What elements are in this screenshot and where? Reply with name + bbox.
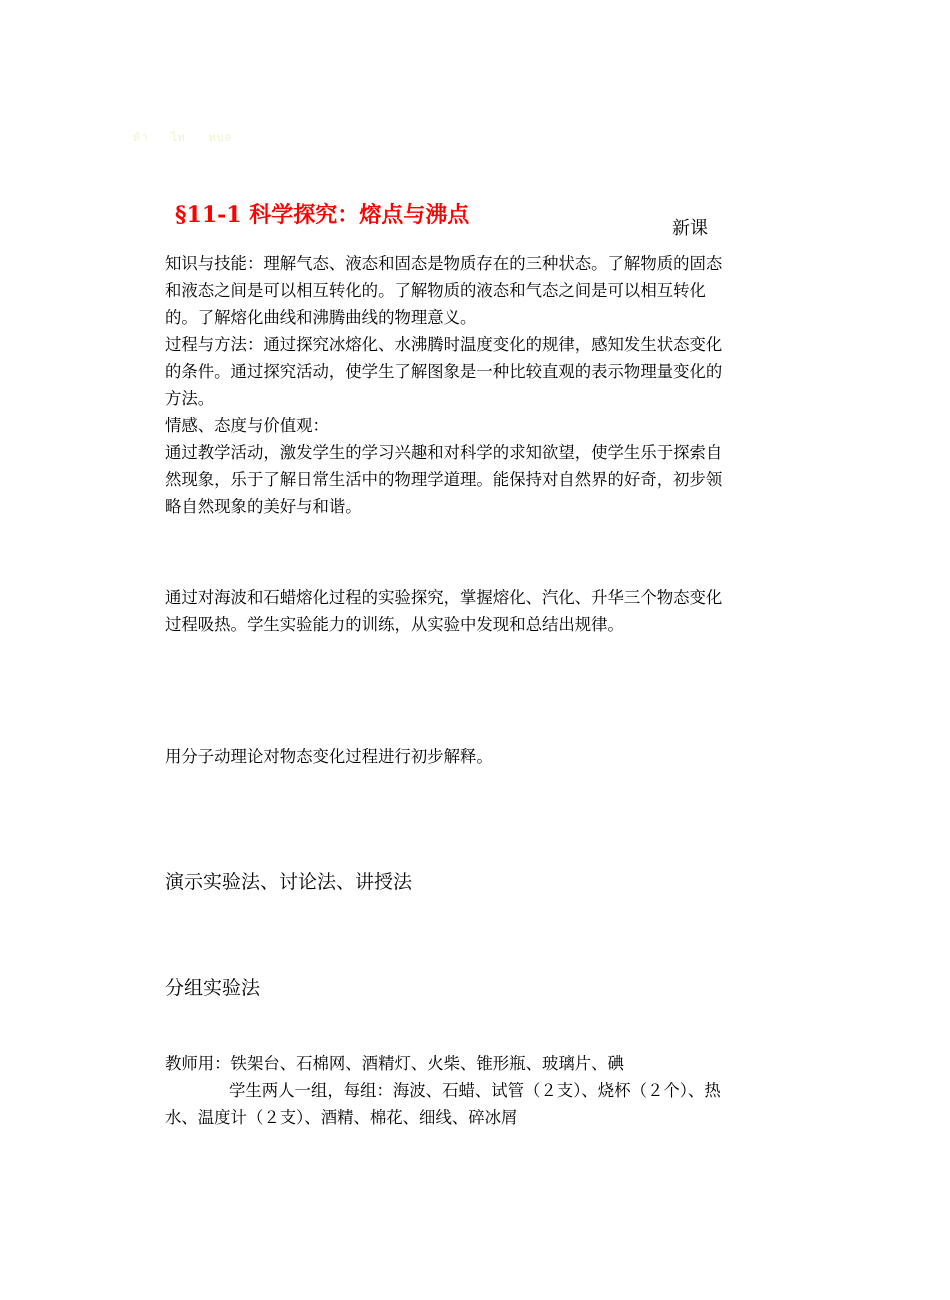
- student-materials-line: 水、温度计（２支）、酒精、棉花、细线、碎冰屑: [165, 1108, 518, 1127]
- objectives-line: 然现象，乐于了解日常生活中的物理学道理。能保持对自然界的好奇，初步领: [165, 470, 723, 489]
- header-ghost-item: ห้า: [133, 131, 149, 144]
- objectives-line: 情感、态度与价值观：: [165, 416, 329, 435]
- header-ghost-item: ทบส: [208, 131, 233, 144]
- teacher-materials: 教师用：铁架台、石棉网、酒精灯、火柴、锥形瓶、玻璃片、碘: [165, 1054, 624, 1073]
- difficult-point-text: 用分子动理论对物态变化过程进行初步解释。: [165, 747, 493, 766]
- objectives-line: 通过教学活动，激发学生的学习兴趣和对科学的求知欲望，使学生乐于探索自: [165, 443, 723, 462]
- learning-method: 分组实验法: [165, 977, 261, 999]
- lesson-title: §11-1 科学探究：熔点与沸点: [175, 202, 470, 228]
- objectives-line: 的。了解熔化曲线和沸腾曲线的物理意义。: [165, 308, 477, 327]
- teaching-method: 演示实验法、讨论法、讲授法: [165, 871, 413, 893]
- key-points-section: [165, 584, 810, 638]
- difficult-point-section: [165, 743, 810, 770]
- objectives-line: 方法。: [165, 389, 215, 408]
- objectives-section: [165, 250, 810, 520]
- materials-section: [165, 1050, 810, 1131]
- objectives-line: 过程与方法：通过探究冰熔化、水沸腾时温度变化的规律，感知发生状态变化: [165, 335, 723, 354]
- header-ghost-text: [133, 128, 250, 146]
- lesson-type-label: 新课: [672, 218, 708, 239]
- key-points-line: 过程吸热。学生实验能力的训练，从实验中发现和总结出规律。: [165, 615, 624, 634]
- objectives-line: 知识与技能：理解气态、液态和固态是物质存在的三种状态。了解物质的固态: [165, 254, 723, 273]
- objectives-line: 略自然现象的美好与和谐。: [165, 497, 362, 516]
- objectives-line: 和液态之间是可以相互转化的。了解物质的液态和气态之间是可以相互转化: [165, 281, 706, 300]
- key-points-line: 通过对海波和石蜡熔化过程的实验探究，掌握熔化、汽化、升华三个物态变化: [165, 588, 723, 607]
- header-ghost-item: ไท: [170, 131, 186, 144]
- objectives-line: 的条件。通过探究活动，使学生了解图象是一种比较直观的表示物理量变化的: [165, 362, 723, 381]
- student-materials-line: 学生两人一组，每组：海波、石蜡、试管（２支）、烧杯（２个）、热: [229, 1081, 721, 1100]
